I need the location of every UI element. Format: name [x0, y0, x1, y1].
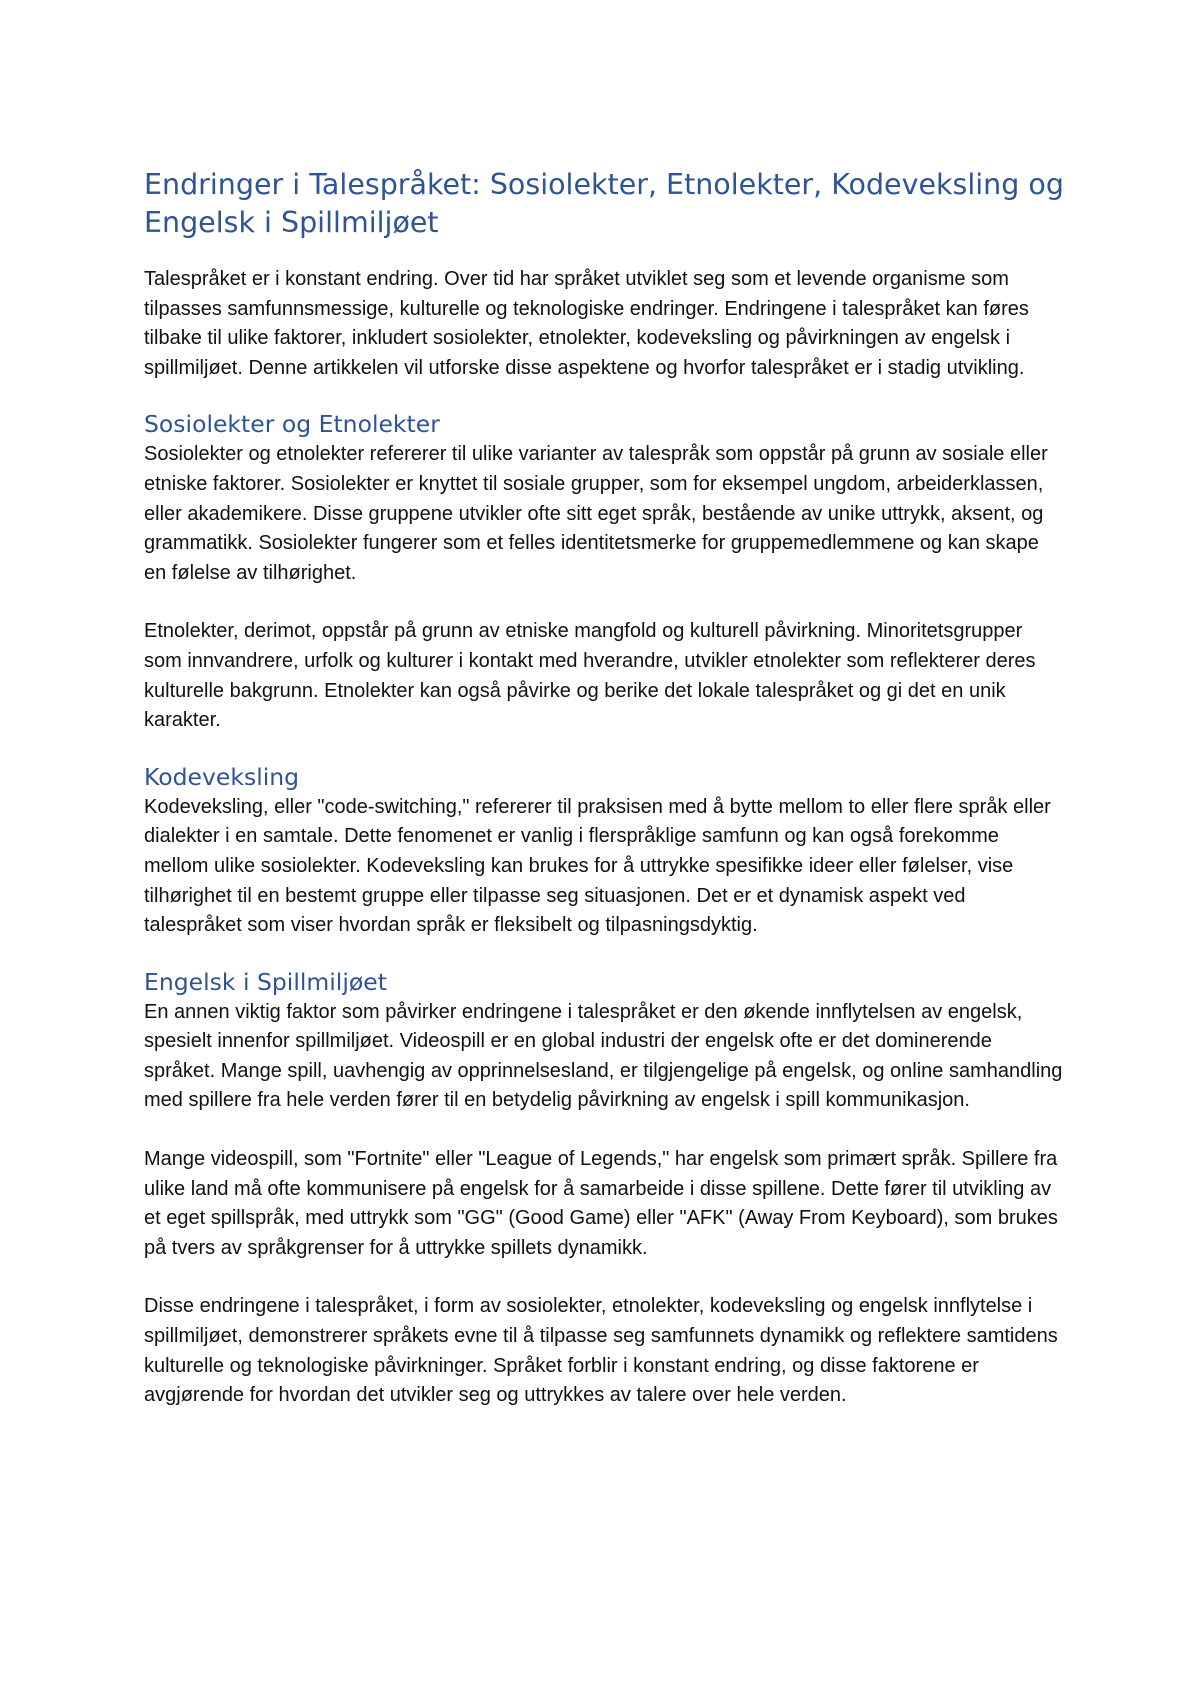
- intro-paragraph: Talespråket er i konstant endring. Over tid har språket utviklet seg som et levende organisme som tilpasses samfunnsmessige, kulturelle og teknologiske endringer. Endringene i talespråket kan føres tilbake til ulike faktorer, inkludert sosiolekter, etnolekter, kodeveksling og påvirkningen av engelsk i spillmiljøet. Denne artikkelen vil utforske disse aspektene og hvorfor talespråket er i stadig utvikling.: [144, 268, 1029, 379]
- body-paragraph: Mange videospill, som "Fortnite" eller "League of Legends," har engelsk som primært språk. Spillere fra ulike land må ofte kommunisere på engelsk for å samarbeide i disse spillene. Dette fører til utvikling av et eget spillspråk, med uttrykk som "GG" (Good Game) eller "AFK" (Away From Keyboard), som brukes på tvers av språkgrenser for å uttrykke spillets dynamikk.: [144, 1148, 1058, 1259]
- document-title: Endringer i Talespråket: Sosiolekter, Etnolekter, Kodeveksling og Engelsk i Spillmiljøet: [144, 168, 1064, 239]
- body-paragraph: En annen viktig faktor som påvirker endringene i talespråket er den økende innflytelsen av engelsk, spesielt innenfor spillmiljøet. Videospill er en global industri der engelsk ofte er det dominerende språket. Mange spill, uavhengig av opprinnelsesland, er tilgjengelige på engelsk, og online samhandling med spillere fra hele verden fører til en betydelig påvirkning av engelsk i spill kommunikasjon.: [144, 1000, 1063, 1112]
- section-heading-engelsk-spillmiljoet: Engelsk i Spillmiljøet: [144, 967, 387, 996]
- conclusion-paragraph: Disse endringene i talespråket, i form av sosiolekter, etnolekter, kodeveksling og engelsk innflytelse i spillmiljøet, demonstrerer språkets evne til å tilpasse seg samfunnets dynamikk og reflektere samtidens kulturelle og teknologiske påvirkninger. Språket forblir i konstant endring, og disse faktorene er avgjørende for hvordan det utvikler seg og uttrykkes av talere over hele verden.: [144, 1295, 1058, 1407]
- document-body: [144, 166, 1064, 1411]
- section-heading-kodeveksling: Kodeveksling: [144, 762, 300, 791]
- body-paragraph: Kodeveksling, eller "code-switching," refererer til praksisen med å bytte mellom to eller flere språk eller dialekter i en samtale. Dette fenomenet er vanlig i flerspråklige samfunn og kan også forekomme mellom ulike sosiolekter. Kodeveksling kan brukes for å uttrykke spesifikke ideer eller følelser, vise tilhørighet til en bestemt gruppe eller tilpasse seg situasjonen. Det er et dynamisk aspekt ved talespråket som viser hvordan språk er fleksibelt og tilpasningsdyktig.: [144, 795, 1051, 937]
- body-paragraph: Etnolekter, derimot, oppstår på grunn av etniske mangfold og kulturell påvirkning. Minoritetsgrupper som innvandrere, urfolk og kulturer i kontakt med hverandre, utvikler etnolekter som reflekterer deres kulturelle bakgrunn. Etnolekter kan også påvirke og berike det lokale talespråket og gi det en unik karakter.: [144, 620, 1036, 732]
- body-paragraph: Sosiolekter og etnolekter refererer til ulike varianter av talespråk som oppstår på grunn av sosiale eller etniske faktorer. Sosiolekter er knyttet til sosiale grupper, som for eksempel ungdom, arbeiderklassen, eller akademikere. Disse gruppene utvikler ofte sitt eget språk, bestående av unike uttrykk, aksent, og grammatikk. Sosiolekter fungerer som et felles identitetsmerke for gruppemedlemmene og kan skape en følelse av tilhørighet.: [144, 443, 1048, 584]
- section-heading-sosiolekter-etnolekter: Sosiolekter og Etnolekter: [144, 410, 440, 439]
